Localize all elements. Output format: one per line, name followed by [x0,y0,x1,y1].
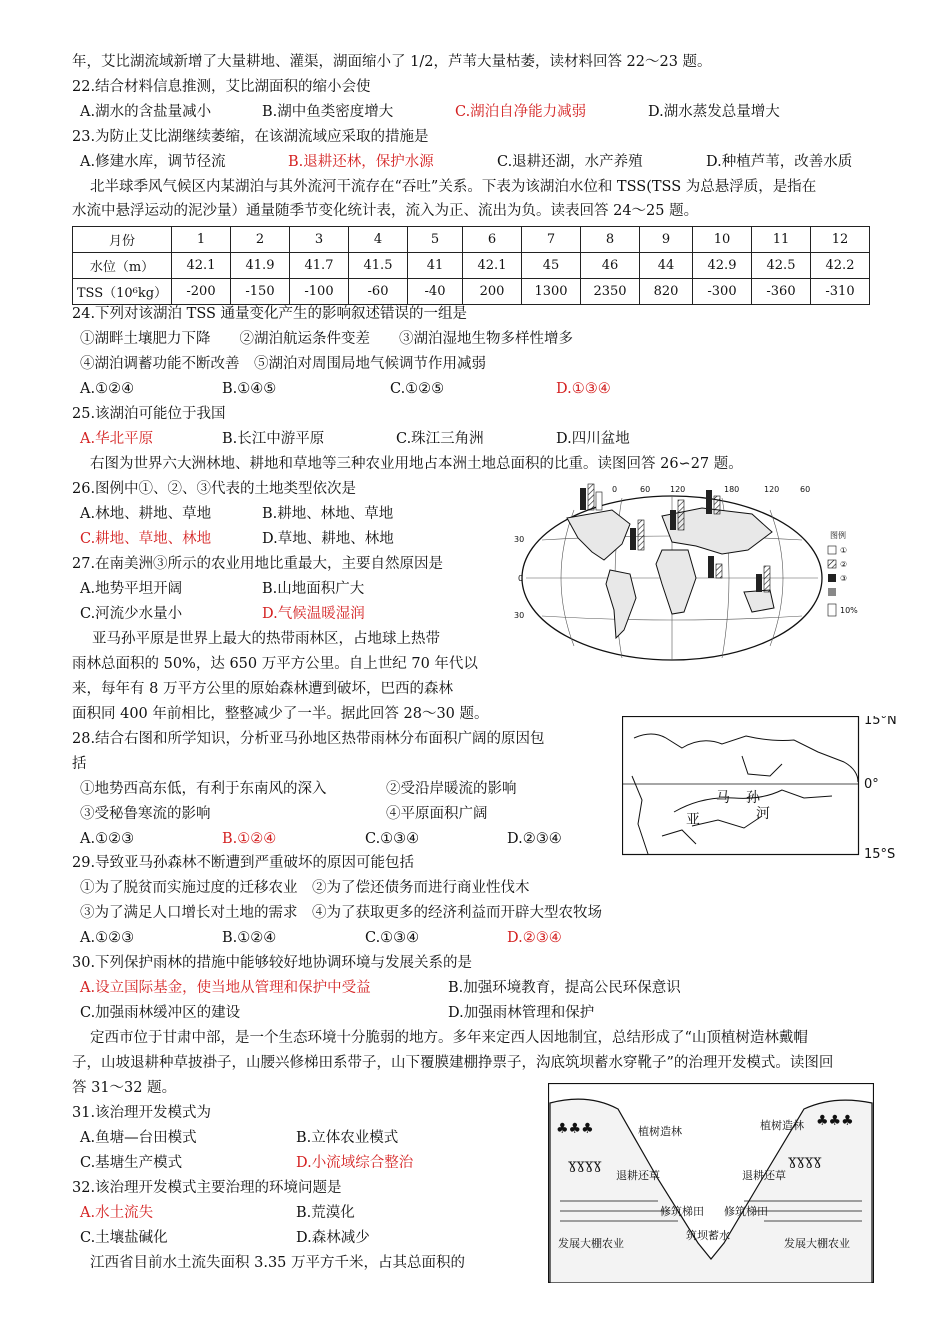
q31-stem: 31.该治理开发模式为 [72,1105,212,1121]
label-afforest-right: 植树造林 [760,1119,804,1132]
table-cell: 42.5 [752,253,811,279]
q23-option-a[interactable]: A.修建水库，调节径流 [80,154,226,170]
table-cell: 5 [408,227,463,253]
table-cell: 44 [640,253,693,279]
table-cell: 41.5 [349,253,408,279]
q23-option-b[interactable]: B.退耕还林，保护水源 [288,154,434,170]
table-cell: -200 [172,279,231,305]
intro2-line1: 北半球季风气候区内某湖泊与其外流河干流存在“吞吐”关系。下表为该湖泊水位和 TSS(TSS 为总悬浮质，是指在 [90,179,817,195]
q25-option-c[interactable]: C.珠江三角洲 [396,431,484,447]
legend-item: 10% [840,606,858,615]
q28-statement-4: ④平原面积广阔 [386,806,488,822]
intro3: 右图为世界六大洲林地、耕地和草地等三种农业用地占本洲土地总面积的比重。读图回答 26∽27 题。 [90,456,743,472]
q30-stem: 30.下列保护雨林的措施中能够较好地协调环境与发展关系的是 [72,955,473,971]
table-cell: 42.2 [811,253,870,279]
lat-15n: 15°N [864,716,897,728]
svg-text:♣♣♣: ♣♣♣ [556,1121,594,1137]
tick-top: 120 [670,485,686,494]
table-cell: TSS（10⁶kg） [73,279,172,305]
table-row-level [73,253,870,279]
table-cell: 9 [640,227,693,253]
map-label: 马 [716,790,730,806]
table-cell: 10 [693,227,752,253]
table-cell: 4 [349,227,408,253]
q32-option-c[interactable]: C.土壤盐碱化 [80,1230,168,1246]
table-cell: -300 [693,279,752,305]
q24-option-a[interactable]: A.①②④ [80,381,135,397]
label-dam: 筑坝蓄水 [686,1229,730,1242]
q28-stem: 28.结合右图和所学知识，分析亚马孙地区热带雨林分布面积广阔的原因包 [72,731,545,747]
map-label: 河 [756,806,770,822]
table-cell: -100 [290,279,349,305]
lat-label: 30 [514,611,525,620]
legend-item: ① [840,546,848,555]
tick-top: 60 [800,485,811,494]
lake-table [72,226,870,305]
q32-option-b[interactable]: B.荒漠化 [296,1205,355,1221]
lat-0: 0° [864,777,879,792]
intro-continuation: 年，艾比湖流域新增了大量耕地、灌渠，湖面缩小了 1/2，芦苇大量枯萎，读材料回答 22～23 题。 [72,54,712,70]
legend-item: ② [840,560,848,569]
q31-option-d[interactable]: D.小流域综合整治 [296,1155,414,1171]
label-greenhouse-right: 发展大棚农业 [784,1237,850,1250]
q30-option-a[interactable]: A.设立国际基金，使当地从管理和保护中受益 [80,980,371,996]
q28-option-a[interactable]: A.①②③ [80,831,135,847]
intro4-line3: 来，每年有 8 万平方公里的原始森林遭到破坏，巴西的森林 [72,681,453,697]
table-cell: 水位（m） [73,253,172,279]
q24-option-c[interactable]: C.①②⑤ [390,381,445,397]
table-cell: 200 [463,279,522,305]
intro5-line2: 子，山坡退耕种草披褂子，山腰兴修梯田系带子，山下覆膜建棚挣票子，沟底筑坝蓄水穿靴子”的治理开发模式。读图回 [72,1055,834,1071]
q32-option-d[interactable]: D.森林减少 [296,1230,370,1246]
table-row-month [73,227,870,253]
q27-stem: 27.在南美洲③所示的农业用地比重最大，主要自然原因是 [72,556,444,572]
table-cell: 6 [463,227,522,253]
q26-option-c[interactable]: C.耕地、草地、林地 [80,531,212,547]
table-cell: 11 [752,227,811,253]
map-legend [828,530,858,616]
q29-option-c[interactable]: C.①③④ [365,930,420,946]
table-cell: 1 [172,227,231,253]
q26-stem: 26.图例中①、②、③代表的土地类型依次是 [72,481,357,497]
q29-statements-1: ①为了脱贫而实施过度的迁移农业 ②为了偿还债务而进行商业性伐木 [80,880,530,896]
q24-statements-2: ④湖泊调蓄功能不断改善 ⑤湖泊对周围局地气候调节作用减弱 [80,356,486,372]
q24-stem: 24.下列对该湖泊 TSS 通量变化产生的影响叙述错误的一组是 [72,306,468,322]
table-cell: -60 [349,279,408,305]
tick-top: 180 [724,485,740,494]
map-label: 孙 [746,790,760,806]
map-label: 亚 [686,812,700,828]
q29-statements-2: ③为了满足人口增长对土地的需求 ④为了获取更多的经济利益而开辟大型农牧场 [80,905,602,921]
q23-option-c[interactable]: C.退耕还湖，水产养殖 [497,154,643,170]
table-cell: -310 [811,279,870,305]
tick-top: 0 [612,485,618,494]
tick-top: 120 [764,485,780,494]
intro4-line1: 亚马孙平原是世界上最大的热带雨林区，占地球上热带 [92,631,440,647]
table-cell: 42.1 [172,253,231,279]
table-cell: 2 [231,227,290,253]
q23-stem: 23.为防止艾比湖继续萎缩，在该湖流域应采取的措施是 [72,129,429,145]
q22-option-d[interactable]: D.湖水蒸发总量增大 [648,104,780,120]
lat-label: 0 [518,574,524,583]
q31-option-c[interactable]: C.基塘生产模式 [80,1155,183,1171]
q24-option-b[interactable]: B.①④⑤ [222,381,277,397]
q24-statements-1: ①湖畔土壤肥力下降 ②湖泊航运条件变差 ③湖泊湿地生物多样性增多 [80,331,573,347]
table-cell: -360 [752,279,811,305]
q31-option-b[interactable]: B.立体农业模式 [296,1130,399,1146]
q22-stem: 22.结合材料信息推测，艾比湖面积的缩小会使 [72,79,371,95]
table-cell: 1300 [522,279,581,305]
q31-option-a[interactable]: A.鱼塘—台田模式 [80,1130,197,1146]
table-cell: 42.9 [693,253,752,279]
label-greenhouse-left: 发展大棚农业 [558,1237,624,1250]
table-cell: 42.1 [463,253,522,279]
q28-option-d[interactable]: D.②③④ [507,831,562,847]
table-cell: 41.7 [290,253,349,279]
q28-statement-3: ③受秘鲁寒流的影响 [80,806,211,822]
q30-option-d[interactable]: D.加强雨林管理和保护 [448,1005,595,1021]
q28-option-b[interactable]: B.①②④ [222,831,277,847]
lat-label: 30 [514,535,525,544]
q28-option-c[interactable]: C.①③④ [365,831,420,847]
table-cell: 820 [640,279,693,305]
q25-option-b[interactable]: B.长江中游平原 [222,431,325,447]
q28-statement-1: ①地势西高东低，有利于东南风的深入 [80,781,327,797]
q22-option-b[interactable]: B.湖中鱼类密度增大 [262,104,394,120]
q27-option-a[interactable]: A.地势平坦开阔 [80,581,183,597]
q26-option-d[interactable]: D.草地、耕地、林地 [262,531,394,547]
table-cell: 3 [290,227,349,253]
intro4-line4: 面积同 400 年前相比，整整减少了一半。据此回答 28～30 题。 [72,706,489,722]
dingxi-diagram [548,1083,874,1283]
q24-option-d[interactable]: D.①③④ [556,381,611,397]
table-cell: -150 [231,279,290,305]
tick-top: 60 [640,485,651,494]
label-grass-left: 退耕还草 [616,1169,660,1182]
q29-option-d[interactable]: D.②③④ [507,930,562,946]
q28-stem-cont: 括 [72,756,87,772]
q23-option-d[interactable]: D.种植芦苇，改善水质 [706,154,853,170]
table-row-tss [73,279,870,305]
intro4-line2: 雨林总面积的 50%，达 650 万平方公里。自上世纪 70 年代以 [72,656,478,672]
label-grass-right: 退耕还草 [742,1169,786,1182]
q30-option-c[interactable]: C.加强雨林缓冲区的建设 [80,1005,241,1021]
q27-option-b[interactable]: B.山地面积广大 [262,581,365,597]
q27-option-c[interactable]: C.河流少水量小 [80,606,183,622]
table-cell: -40 [408,279,463,305]
intro5-line1: 定西市位于甘肃中部，是一个生态环境十分脆弱的地方。多年来定西人因地制宜，总结形成了“山顶植树造林戴帽 [90,1030,808,1046]
label-afforest-left: 植树造林 [638,1125,682,1138]
q28-statement-2: ②受沿岸暖流的影响 [386,781,517,797]
label-terrace-left: 修筑梯田 [660,1205,704,1218]
q26-option-a[interactable]: A.林地、耕地、草地 [80,506,212,522]
legend-title: 图例 [830,531,846,540]
table-cell: 2350 [581,279,640,305]
q32-stem: 32.该治理开发模式主要治理的环境问题是 [72,1180,342,1196]
table-cell: 45 [522,253,581,279]
q22-option-a[interactable]: A.湖水的含盐量减小 [80,104,212,120]
world-landuse-map [512,480,870,668]
last-line: 江西省目前水土流失面积 3.35 万平方千米，占其总面积的 [90,1255,466,1271]
svg-text:ɣɣɣɣ: ɣɣɣɣ [788,1153,822,1169]
intro2-line2: 水流中悬浮运动的泥沙量）通量随季节变化统计表，流入为正、流出为负。读表回答 24～25 题。 [72,203,699,219]
table-cell: 46 [581,253,640,279]
label-terrace-right: 修筑梯田 [724,1205,768,1218]
lat-15s: 15°S [864,847,896,862]
q29-stem: 29.导致亚马孙森林不断遭到严重破坏的原因可能包括 [72,855,415,871]
table-cell: 41 [408,253,463,279]
table-cell: 7 [522,227,581,253]
q32-option-a[interactable]: A.水土流失 [80,1205,154,1221]
table-cell: 12 [811,227,870,253]
q29-option-a[interactable]: A.①②③ [80,930,135,946]
table-cell: 41.9 [231,253,290,279]
svg-text:♣♣♣: ♣♣♣ [816,1113,854,1129]
q22-option-c[interactable]: C.湖泊自净能力减弱 [455,104,587,120]
q26-option-b[interactable]: B.耕地、林地、草地 [262,506,394,522]
svg-text:ɣɣɣɣ: ɣɣɣɣ [568,1157,602,1173]
q30-option-b[interactable]: B.加强环境教育，提高公民环保意识 [448,980,681,996]
q25-option-d[interactable]: D.四川盆地 [556,431,630,447]
table-cell: 8 [581,227,640,253]
q25-option-a[interactable]: A.华北平原 [80,431,154,447]
intro5-line3: 答 31～32 题。 [72,1080,177,1096]
legend-item: ③ [840,574,848,583]
q27-option-d[interactable]: D.气候温暖湿润 [262,606,365,622]
amazon-map [622,716,912,862]
q25-stem: 25.该湖泊可能位于我国 [72,406,226,422]
q29-option-b[interactable]: B.①②④ [222,930,277,946]
table-cell: 月份 [73,227,172,253]
